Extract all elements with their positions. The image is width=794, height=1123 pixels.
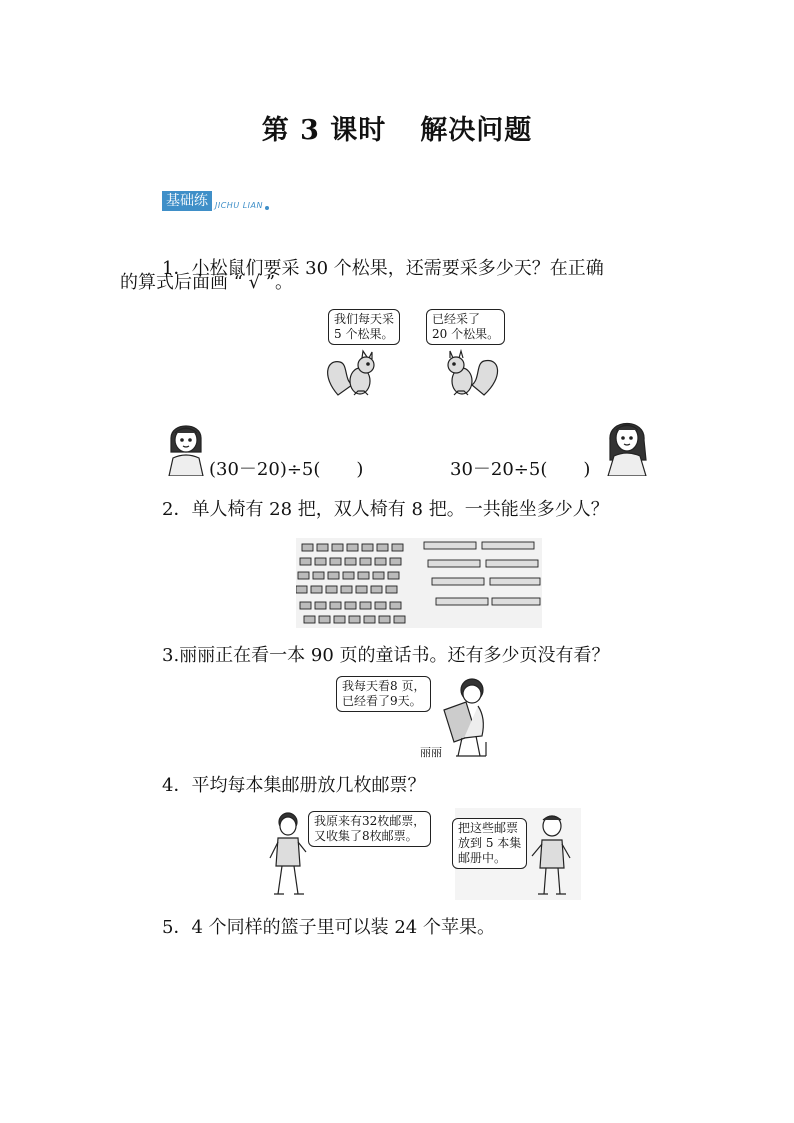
girl-left-icon bbox=[163, 418, 209, 476]
lesson-topic: 解决问题 bbox=[420, 115, 533, 146]
section-badge bbox=[162, 191, 269, 211]
lili-caption: 丽丽 bbox=[420, 746, 442, 759]
stamps-illustration bbox=[262, 808, 582, 900]
squirrel-speech-right: 已经采了 20 个松果。 bbox=[426, 309, 505, 345]
girl-stamps-speech: 我原来有32枚邮票， 又收集了8枚邮票。 bbox=[308, 811, 431, 847]
lili-reading-illustration bbox=[336, 672, 500, 758]
squirrel-drawings bbox=[322, 307, 512, 399]
lili-speech: 我每天看8 页， 已经看了9天。 bbox=[336, 676, 431, 712]
squirrel-left-icon bbox=[328, 351, 374, 395]
chairs-illustration bbox=[296, 538, 542, 628]
option-a-expression: (30－20)÷5( ) bbox=[209, 459, 364, 480]
question-2: 2．单人椅有 28 把，双人椅有 8 把。一共能坐多少人？ bbox=[162, 499, 609, 520]
question-1-line-1: 1．小松鼠们要采 30 个松果，还需要采多少天？在正确 bbox=[162, 258, 604, 279]
question-5: 5．4 个同样的篮子里可以装 24 个苹果。 bbox=[162, 917, 495, 938]
section-badge-label: 基础练 bbox=[162, 191, 212, 211]
squirrels-illustration bbox=[322, 307, 512, 399]
squirrel-right-icon bbox=[448, 351, 498, 395]
question-3: 3.丽丽正在看一本 90 页的童话书。还有多少页没有看？ bbox=[162, 645, 610, 666]
boy-stamps-speech: 把这些邮票 放到 5 本集 邮册中。 bbox=[452, 818, 527, 869]
lesson-number: 第 3 课时 bbox=[261, 115, 387, 146]
squirrel-speech-left: 我们每天采 5 个松果。 bbox=[328, 309, 400, 345]
lili-icon bbox=[336, 672, 500, 758]
pin-icon bbox=[265, 206, 269, 210]
question-4: 4．平均每本集邮册放几枚邮票？ bbox=[162, 775, 426, 796]
page-title bbox=[0, 108, 794, 147]
section-badge-pinyin: JICHU LIAN bbox=[215, 201, 263, 210]
girl-right-icon bbox=[604, 414, 650, 476]
question-1-line-2: 的算式后面画 “ √ ”。 bbox=[120, 272, 294, 293]
girl-with-stamps-icon bbox=[270, 813, 306, 894]
option-b-expression: 30－20÷5( ) bbox=[450, 459, 591, 480]
